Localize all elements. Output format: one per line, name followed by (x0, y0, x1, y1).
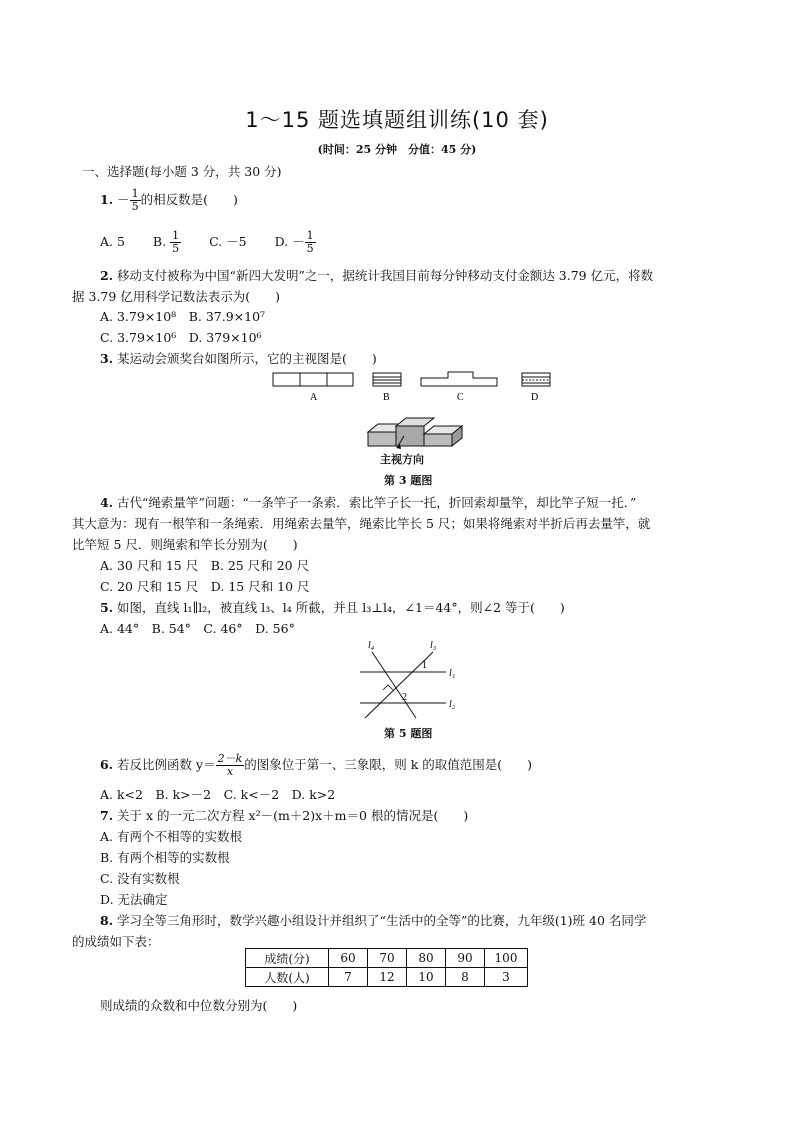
question-6 (100, 753, 532, 778)
question-number: 6. (100, 757, 114, 772)
table-cell: 人数(人) (246, 968, 329, 987)
question-text: 如图，直线 l₁∥l₂，被直线 l₃、l₄ 所截，并且 l₃⊥l₄，∠1＝44°，则∠2 等于( ) (117, 600, 565, 615)
label-l1: l₁ (449, 668, 456, 679)
question-text-post: 的图象位于第一、三象限，则 k 的取值范围是( ) (244, 757, 533, 772)
question-number: 1. (100, 192, 114, 207)
figure-3-caption: 第 3 题图 (384, 474, 433, 487)
question-text: 某运动会颁奖台如图所示，它的主视图是( ) (117, 351, 377, 366)
question-number: 7. (100, 808, 114, 823)
section-heading: 一、选择题(每小题 3 分，共 30 分) (82, 164, 282, 179)
page-title: 1～15 题选填题组训练(10 套) (245, 108, 549, 132)
label-l2: l₂ (449, 699, 456, 710)
denominator: x (226, 765, 234, 778)
q7-option-a: A. 有两个不相等的实数根 (100, 829, 242, 844)
question-number: 3. (100, 351, 114, 366)
table-cell: 8 (446, 968, 485, 987)
question-4-line3: 比竿短 5 尺．则绳索和竿长分别为( ) (72, 537, 298, 552)
label-b: B (383, 392, 390, 403)
angle-1-label: 1 (422, 660, 427, 671)
q7-option-b: B. 有两个相等的实数根 (100, 850, 230, 865)
denominator: 5 (306, 242, 314, 255)
option-a: A. 5 (100, 234, 125, 249)
q6-options: A. k<2 B. k>－2 C. k<－2 D. k>2 (100, 787, 336, 802)
q4-options-1: A. 30 尺和 15 尺 B. 25 尺和 20 尺 (100, 558, 310, 573)
question-number: 2. (100, 268, 114, 283)
minus-sign: － (117, 192, 130, 207)
question-8-ask: 则成绩的众数和中位数分别为( ) (100, 998, 298, 1013)
question-number: 5. (100, 600, 114, 615)
q4-options-2: C. 20 尺和 15 尺 D. 15 尺和 10 尺 (100, 579, 310, 594)
table-cell: 100 (485, 949, 528, 968)
denominator: 5 (172, 242, 180, 255)
table-cell: 70 (368, 949, 407, 968)
question-text: 关于 x 的一元二次方程 x²－(m＋2)x＋m＝0 根的情况是( ) (117, 808, 469, 823)
table-cell: 3 (485, 968, 528, 987)
table-cell: 90 (446, 949, 485, 968)
question-number: 8. (100, 913, 114, 928)
q5-options: A. 44° B. 54° C. 46° D. 56° (100, 621, 295, 636)
table-cell: 成绩(分) (246, 949, 329, 968)
question-2-line2: 据 3.79 亿用科学记数法表示为( ) (72, 289, 281, 304)
option-d: D. － (274, 234, 305, 249)
table-cell: 60 (329, 949, 368, 968)
numerator: 1 (306, 229, 314, 242)
option-c: C. －5 (209, 234, 247, 249)
table-cell: 12 (368, 968, 407, 987)
label-l3: l₃ (430, 640, 437, 651)
question-text-line1: 古代“绳索量竿”问题：“一条竿子一条索．索比竿子长一托，折回索却量竿，却比竿子短一托．” (117, 495, 637, 510)
numerator: 2－k (217, 752, 243, 765)
table-row (246, 949, 528, 968)
numerator: 1 (131, 187, 139, 200)
question-8 (100, 911, 646, 929)
question-text: 的相反数是( ) (140, 192, 238, 207)
label-d: D (531, 392, 539, 403)
view-direction-label: 主视方向 (380, 453, 424, 466)
fraction (216, 753, 245, 778)
table-cell: 80 (407, 949, 446, 968)
score-table (245, 948, 528, 987)
question-7 (100, 806, 468, 824)
q2-options-1: A. 3.79×10⁸ B. 37.9×10⁷ (100, 309, 266, 324)
numerator: 1 (172, 229, 180, 242)
question-text-pre: 若反比例函数 y＝ (117, 757, 216, 772)
option-b: B. (152, 234, 167, 249)
page-subtitle: (时间：25 分钟 分值：45 分) (317, 143, 477, 156)
q7-option-c: C. 没有实数根 (100, 871, 180, 886)
denominator: 5 (131, 200, 139, 213)
question-number: 4. (100, 495, 114, 510)
table-row (246, 968, 528, 987)
question-text-line1: 学习全等三角形时，数学兴趣小组设计并组织了“生活中的全等”的比赛，九年级(1)班 40 名同学 (117, 913, 647, 928)
question-8-line2: 的成绩如下表： (72, 934, 160, 949)
question-4-line2: 其大意为：现有一根竿和一条绳索．用绳索去量竿，绳索比竿长 5 尺；如果将绳索对半折后再去量竿，就 (72, 516, 651, 531)
figure-5-caption: 第 5 题图 (384, 727, 433, 740)
label-l4: l₄ (368, 640, 375, 651)
label-a: A (310, 392, 318, 403)
table-cell: 10 (407, 968, 446, 987)
label-c: C (457, 392, 464, 403)
q2-options-2: C. 3.79×10⁶ D. 379×10⁶ (100, 330, 262, 345)
right-angle-mark (383, 685, 393, 690)
question-text-line1: 移动支付被称为中国“新四大发明”之一，据统计我国目前每分钟移动支付金额达 3.79 亿元，将数 (117, 268, 654, 283)
q7-option-d: D. 无法确定 (100, 892, 168, 907)
table-cell: 7 (329, 968, 368, 987)
line-l4 (372, 652, 416, 718)
angle-2-label: 2 (402, 692, 407, 703)
